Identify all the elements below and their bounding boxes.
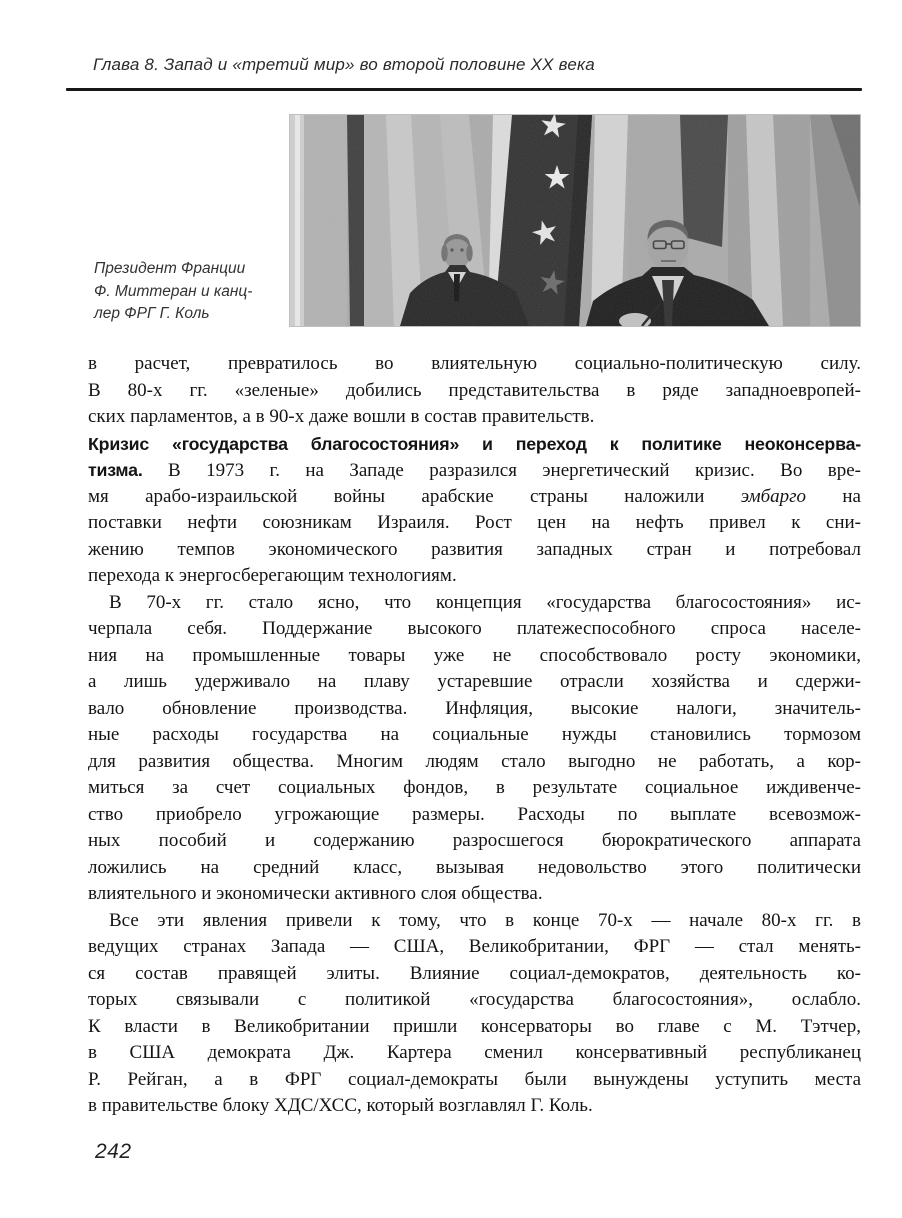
text-line: ся состав правящей элиты. Влияние социал-демократов, деятельность ко- (88, 962, 861, 984)
text-line: влиятельного и экономически активного слоя общества. (88, 883, 543, 904)
photo-caption (94, 258, 289, 326)
photo-mitterrand-kohl (290, 115, 860, 326)
text-line: В 70-х гг. стало ясно, что концепция «государства благосостояния» ис- (109, 591, 861, 613)
text-line: ния на промышленные товары уже не способствовало росту экономики, (88, 644, 861, 666)
text-line: для развития общества. Многим людям стало выгодно не работать, а кор- (88, 750, 861, 772)
text-line: в правительстве блоку ХДС/ХСС, который возглавлял Г. Коль. (88, 1095, 593, 1116)
text-line: черпала себя. Поддержание высокого платежеспособного спроса населе- (88, 618, 861, 639)
caption-line: лер ФРГ Г. Коль (94, 305, 210, 322)
text-line: ство приобрело угрожающие размеры. Расходы по выплате всевозмож- (88, 803, 861, 825)
text-line: В 80-х гг. «зеленые» добились представительства в ряде западноевропей- (88, 379, 861, 401)
text-line: торых связывали с политикой «государства благосостояния», ослабло. (88, 989, 861, 1010)
paragraph (88, 590, 861, 908)
text-line: вало обновление производства. Инфляция, высокие налоги, значитель- (88, 697, 861, 719)
text-line: миться за счет социальных фондов, в результате социальное иждивенче- (88, 777, 861, 798)
text-line: Кризис «государства благосостояния» и переход к политике неоконсерва- (88, 433, 861, 454)
text-line: К власти в Великобритании пришли консерваторы во главе с М. Тэтчер, (88, 1015, 861, 1037)
text-line: ных пособий и содержанию разросшегося бюрократического аппарата (88, 830, 861, 851)
text-line: поставки нефти союзникам Израиля. Рост цен на нефть привел к сни- (88, 512, 861, 533)
text-line: Р. Рейган, а в ФРГ социал-демократы были вынуждены уступить места (88, 1068, 861, 1090)
text-line: в расчет, превратилось во влиятельную социально-политическую силу. (88, 353, 861, 374)
text-line: перехода к энергосберегающим технологиям. (88, 565, 457, 586)
text-line: Все эти явления привели к тому, что в конце 70-х — начале 80-х гг. в (109, 909, 861, 931)
caption-line: Ф. Миттеран и канц- (94, 282, 253, 300)
page-number: 242 (95, 1140, 132, 1163)
text-line: в США демократа Дж. Картера сменил консервативный республиканец (88, 1042, 861, 1063)
text-line: а лишь удерживало на плаву устаревшие отрасли хозяйства и сдержи- (88, 671, 861, 692)
text-line: жению темпов экономического развития западных стран и потребовал (88, 538, 861, 560)
paragraph (88, 351, 861, 431)
header-rule (66, 88, 862, 91)
text-line: тизма. В 1973 г. на Западе разразился энергетический кризис. Во вре- (88, 460, 861, 481)
paragraph (88, 431, 861, 590)
chapter-header: Глава 8. Запад и «третий мир» во второй половине XX века (93, 55, 595, 74)
photo-grain (290, 115, 860, 326)
text-line: ских парламентов, а в 90-х даже вошли в состав правительств. (88, 406, 595, 427)
text-line: ведущих странах Запада — США, Великобритании, ФРГ — стал менять- (88, 936, 861, 957)
body-text (88, 351, 861, 1120)
caption-line: Президент Франции (94, 260, 246, 277)
text-line: мя арабо-израильской войны арабские страны наложили эмбарго на (88, 485, 861, 507)
photo-illustration (290, 115, 860, 326)
text-line: ложились на средний класс, вызывая недовольство этого политически (88, 856, 861, 878)
text-line: ные расходы государства на социальные нужды становились тормозом (88, 724, 861, 745)
paragraph (88, 908, 861, 1120)
